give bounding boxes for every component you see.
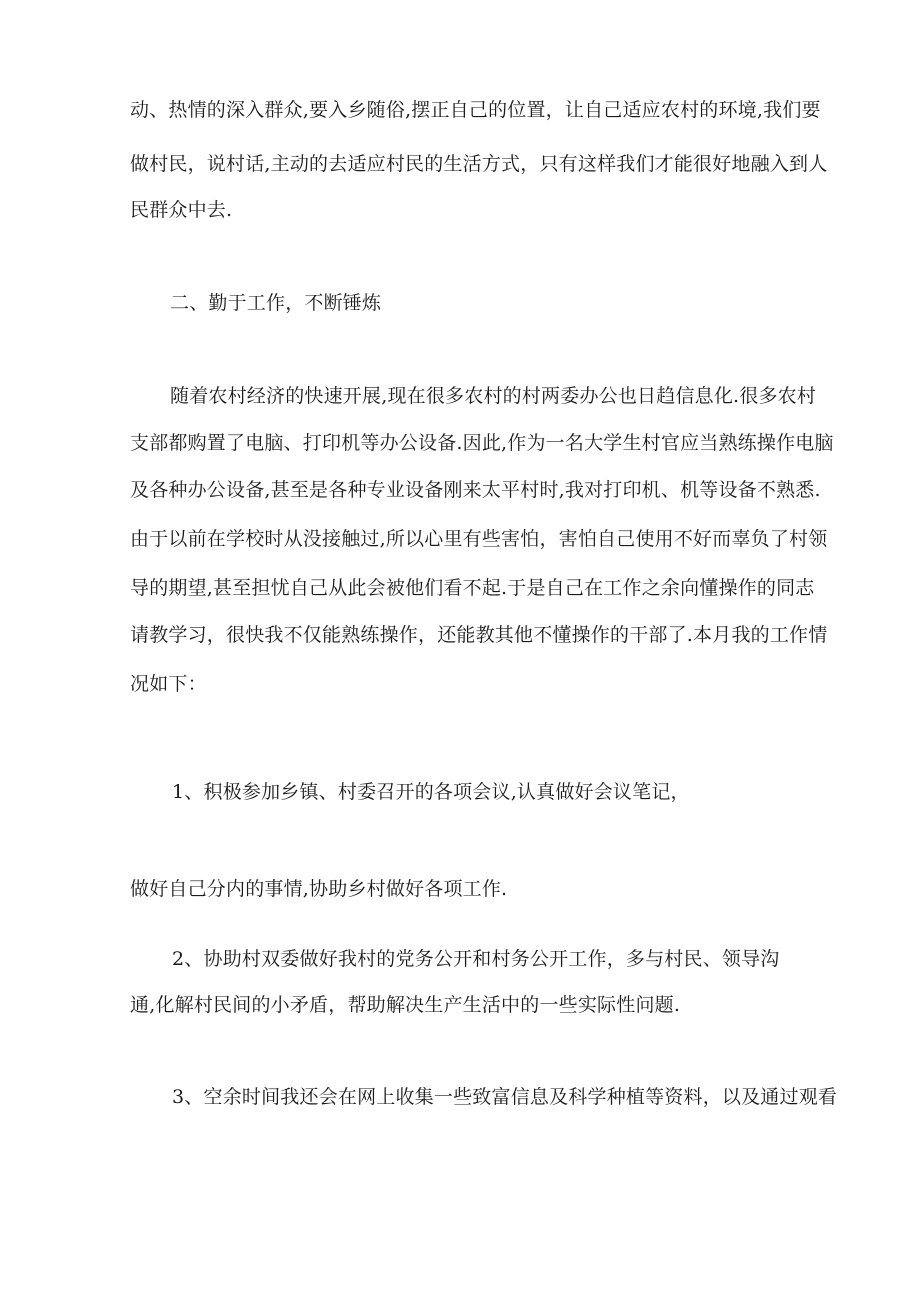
text-line: 2、协助村双委做好我村的党务公开和村务公开工作，多与村民、领导沟 [172,948,780,970]
text-line: 随着农村经济的快速开展,现在很多农村的村两委办公也日趋信息化.很多农村 [170,385,817,407]
text-line: 况如下： [130,673,207,695]
list-item-continuation: 做好自己分内的事情,协助乡村做好各项工作. [130,878,508,900]
text-line: 通,化解村民间的小矛盾，帮助解决生产生活中的一些实际性问题. [130,994,681,1016]
text-line: 及各种办公设备,甚至是各种专业设备刚来太平村时,我对打印机、机等设备不熟悉. [130,479,821,501]
list-item-3: 3、空余时间我还会在网上收集一些致富信息及科学种植等资料，以及通过观看 [172,1086,838,1108]
section-heading: 二、勤于工作，不断锤炼 [170,292,382,314]
text-line: 导的期望,甚至担忧自己从此会被他们看不起.于是自己在工作之余向懂操作的同志 [130,577,815,599]
text-line: 由于以前在学校时从没接触过,所以心里有些害怕，害怕自己使用不好而辜负了村领 [130,528,828,550]
list-item-1: 1、积极参加乡镇、村委召开的各项会议,认真做好会议笔记， [172,781,690,803]
text-line: 支部都购置了电脑、打印机等办公设备.因此,作为一名大学生村官应当熟练操作电脑 [130,432,834,454]
text-line: 民群众中去. [130,199,233,221]
text-line: 做村民，说村话,主动的去适应村民的生活方式，只有这样我们才能很好地融入到人 [130,153,828,175]
text-line: 请教学习，很快我不仅能熟练操作，还能教其他不懂操作的干部了.本月我的工作情 [130,624,828,646]
text-line: 动、热情的深入群众,要入乡随俗,摆正自己的位置，让自己适应农村的环境,我们要 [130,99,821,121]
